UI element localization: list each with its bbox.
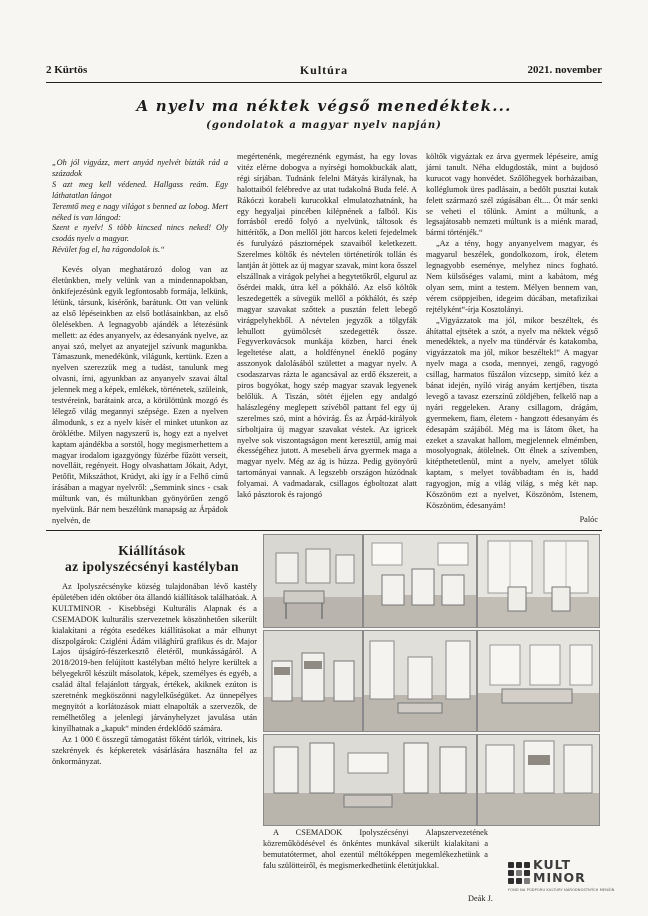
exhibition-body [52, 582, 257, 767]
page-number: 2 Kürtös [46, 64, 88, 76]
article-column-3 [426, 152, 598, 526]
poem-line: „Oh jól vigyázz, mert anyád nyelvét bízták rád a századok [52, 158, 228, 178]
exhibition-photos [263, 534, 598, 824]
article-subtitle: (gondolatok a magyar nyelv napján) [206, 120, 442, 131]
article-title: A nyelv ma néktek végső menedéktek... [136, 97, 512, 115]
kultminor-tagline: FOND NA PODPORU KULTÚRY NÁRODNOSTNÝCH MENŠÍN [508, 888, 615, 892]
exhibition-paragraph: Az 1 000 € összegű támogatást főként tárlók, vitrinek, kis szekrények és képkeretek vásárlására használta fel az önkormányzat. [52, 734, 257, 766]
exhibition-paragraph: Az Ipolyszécsényke község tulajdonában lévő kastély épületében idén október óta állandó kiállítások találhatóak. A KULTMINOR - Kisebbségi Kulturális Alapnak és a CSEMADOK kulturális szervezetnek köszönhetően sikerült kialakítani a régóta esedékes kiállításokat a már elhunyt díszpolgárok: Czigléni Ádám világhírű grafikus és dr. Major Lajos újságíró-fészerkesztő életéről, munkásságáról. A 2018/2019-ben felújított kastélyban méltó helyre kerültek a bélyegekről készült másolatok, képek, személyes és egyéb, a család által felajánlott tárgyak, értékek, akiknek ezúton is szeretnénk megköszönni nagylelkűségüket. Az ünnepélyes megnyitót a korlátozások miatt elnapolták a szervezők, de remélhetőleg a jelenlegi járványhelyzet javulása után kinyílhatnak a „kapuk“ minden érdeklődő számára. [52, 582, 257, 733]
kultminor-logo-mark-icon [508, 862, 530, 884]
exhibition-photo [477, 630, 600, 732]
exhibition-photo [477, 534, 600, 628]
article-signature: Palóc [579, 514, 598, 524]
kultminor-brand [533, 858, 586, 884]
exhibition-photo [363, 630, 477, 732]
poem-line: Révület fog el, ha rágondolok is.“ [52, 245, 165, 255]
exhibition-photo [263, 630, 363, 732]
exhibition-photo [363, 534, 477, 628]
poem-line: S azt meg kell védened. Hallgass reám. Egy láthatatlan lángot [52, 179, 228, 200]
section-title: Kultúra [299, 63, 349, 77]
exhibition-title-line: az ipolyszécsényi kastélyban [65, 559, 239, 574]
kultminor-logo [508, 857, 615, 902]
exhibition-photo [263, 534, 363, 628]
exhibition-photo [263, 734, 477, 826]
header-rule [46, 82, 602, 83]
exhibition-photo [477, 734, 600, 826]
brand-line: KULT [533, 857, 572, 872]
poem-quote [52, 158, 228, 256]
article-paragraph: megértenénk, megéreznénk egymást, ha egy lovas vitéz elérne dobogva a nyírségi homokbuckák alatt, régi sírjában. Tudnánk felelni Mátyás királynak, ha halottaiból felébredve az utat tudakolná Buda felé. A Rákóczi korabeli kurucokkal elmulatozhatnánk, ha egy hegyaljai pincében kilépnének a falból. Kis forrásból eredő folyó a nyelvünk, táltosok és hittérítők, a Don mellől jött harcos keleti fejedelmek és furulyázó pásztornépek szavaiból keletkezett. Szerelmes költők és névtelen történetírók tollán és lantján át jöttek az új magyar szavak, mint kora ősszel elszállnak a virágok pelyhei a hegytetőkről, elgurul az ősérdei makk, útra kél a pókháló. Az első költők leszedegették a süvegük mellől a pókhálót, és szép magyar szavakat szőttek a pusztán felett lebegő virágpelyhekből. A névtelen jegyzők a tölgyfák lehullott gyümölcsét szedegették össze. Fegyverkovácsok munkája közben, harci ének legeltetése alatt, a holdfénynel éneklő pogány asszonyok dalolásából születtet a magyar nyelv. A csodaszarvas rázta le agancsával az erdő ékszereit, a piros bogyókat, hogy szép magyar szavak legyenek belőlük. A Tiszán, sötét éjjelen egy andalgó halászlegény meglepett szívéből pattant fel egy új szerelmes szó, mint a hóvirág. És az Árpád-királyok sírboltjaira új magyar szavakat véstek. Az igricek nyelve sok viszontagságon ment keresztül, amíg mai ékességéhez jutott. A mesebeli árva gyermek maga a magyar nyelv. Még az ág is húzza. Pedig gyönyörű tartományai vannak. A legszebb országon húzódnak folyamai. A vadmadarak, csillagos égboltozat alatt lakó pásztorok és rajongó [237, 152, 417, 500]
page-header [46, 64, 602, 78]
exhibition-title [52, 543, 252, 575]
brand-line: MINOR [533, 870, 586, 885]
article-paragraph: Kevés olyan meghatározó dolog van az életünkben, mely velünk van a mindennapokban, önkifejezésünk egyik legfontosabb formája, lelkünk, létünk, társunk, kísérőnk, barátunk. Ott van velünk az első lépéseinkben az első botlásainkban, az első ölelésekben. A legnagyobb ajándék a létezésünk mellett: az édes anyanyelv, az édesanyánk nyelve, az anyai szó, melyet az anyatejjel szívunk magunkba. Támaszunk, menedékünk, világunk, kertünk. Ezen a nyelven szerezzük meg a tudást, tanulunk meg olvasni, írni, agyunkban az anyanyelv szavai által jelennek meg a képek, emlékek, történetek, szüleink, testvéreink, barátaink arca, a körülöttünk mozgó és lélegző világ megannyi szépsége. Ezen a nyelven álmodunk, s ez a nyelv kísér el minket utunkon az öröklétbe. Milyen nagyszerű is, hogy ezt a nyelvet kaptam ajándékba a sorstól, hogy megismerhettem a magyar irodalom igazgyöngy füzérbe fűzött verseit, novelláit, regényeit. Hogy olvashattam Jókait, Adyt, Petőfit, Mikszáthot, Krúdyt, aki így ír a Felhő című írásában a magyar nyelvről: „Semmink sincs - csak múltunk van, és múltunkban gyönyörűen zengő nyelvünk. Bár nem beszélünk manapság az Árpádok nyelvén, de [52, 265, 228, 525]
article-paragraph: „Vigyázzatok ma jól, mikor beszéltek, és áhítattal ejtsétek a szót, a nyelv ma néktek végső menedéktek, a nyelv ma tündérvár és katakomba, vigyázzatok ma jól, mikor beszéltek!“ A magyar nyelv maga a csoda, mennyei, zengő, ragyogó csillag, harmatos fűszálon vízcsepp, simító kéz a bánat idején, nyíló virág anyám kertjében, tiszta levegő a tavasz ezerszínű zöldjében, felkelő nap a nyári reggeleken. Arany csillagom, drágám, gyermekem, fiam, életem - hangzott édesanyám és édesapám szájából. Még ma is látom őket, ha ezeket a szavakat hallom, megjelennek elmémben, mosolyognak, átölelnek. Ott élnek a szívemben, kitépthetetlenül, mint a nyelv, amelyet tőlük kaptam, s melyet továbbadtam én is, hadd ragyogjon, míg a világ világ, s még két nap. Köszönöm ezt a nyelvet, Köszönöm, Istenem, Köszönöm, édesanyám! [426, 315, 598, 510]
article-paragraph: „Az a tény, hogy anyanyelvem magyar, és magyarul beszélek, gondolkozom, írok, életem legnagyobb eseménye, melyhez nincs fogható. Nem külsőséges valami, mint a kabátom, még olyan sem, mint a testem. Mélyen bennem van, vérem csöppjeiben, idegeim dúcában, metafizikai rejtélyként“-írja Kosztolányi. [426, 239, 598, 314]
poem-line: Szent e nyelv! S több kincsed nincs neked! Oly csodás nyelv a magyar. [52, 223, 228, 244]
section-rule [46, 530, 602, 531]
issue-date: 2021. november [527, 64, 602, 76]
exhibition-title-line: Kiállítások [118, 543, 186, 558]
article-paragraph: költők vigyáztak ez árva gyermek lépéseire, amíg járni tanult. Néha eldugdosták, mint a bujdosó kurucot vagy honvédet. Szőlőhegyek borházaiban, kolléglumok üres padlásain, a bedőlt pusztai kutak felett származó szél zúgásában élt.... Ót már senki se veheti el tőlünk. Amint a múltunk, a legsajátosabb nemzeti múltunk is a miénk marad, bármi történjék.“ [426, 152, 598, 238]
poem-line: Teremtő meg e nagy világot s benned az lobog. Mert néked is van lángod: [52, 201, 228, 222]
article-column-1 [52, 158, 228, 527]
article-column-2 [237, 152, 417, 501]
exhibition-signature: Deák J. [468, 894, 493, 903]
caption-text: A CSEMADOK Ipolyszécsényi Alapszervezetének közreműködésével és önkéntes munkával sikerült kialakítani a bemutatótermet, ahol ezentúl méltóképpen megemlékezhetünk a falu szülötteiről, és megismerkedhetünk életútjukkal. [263, 828, 488, 870]
